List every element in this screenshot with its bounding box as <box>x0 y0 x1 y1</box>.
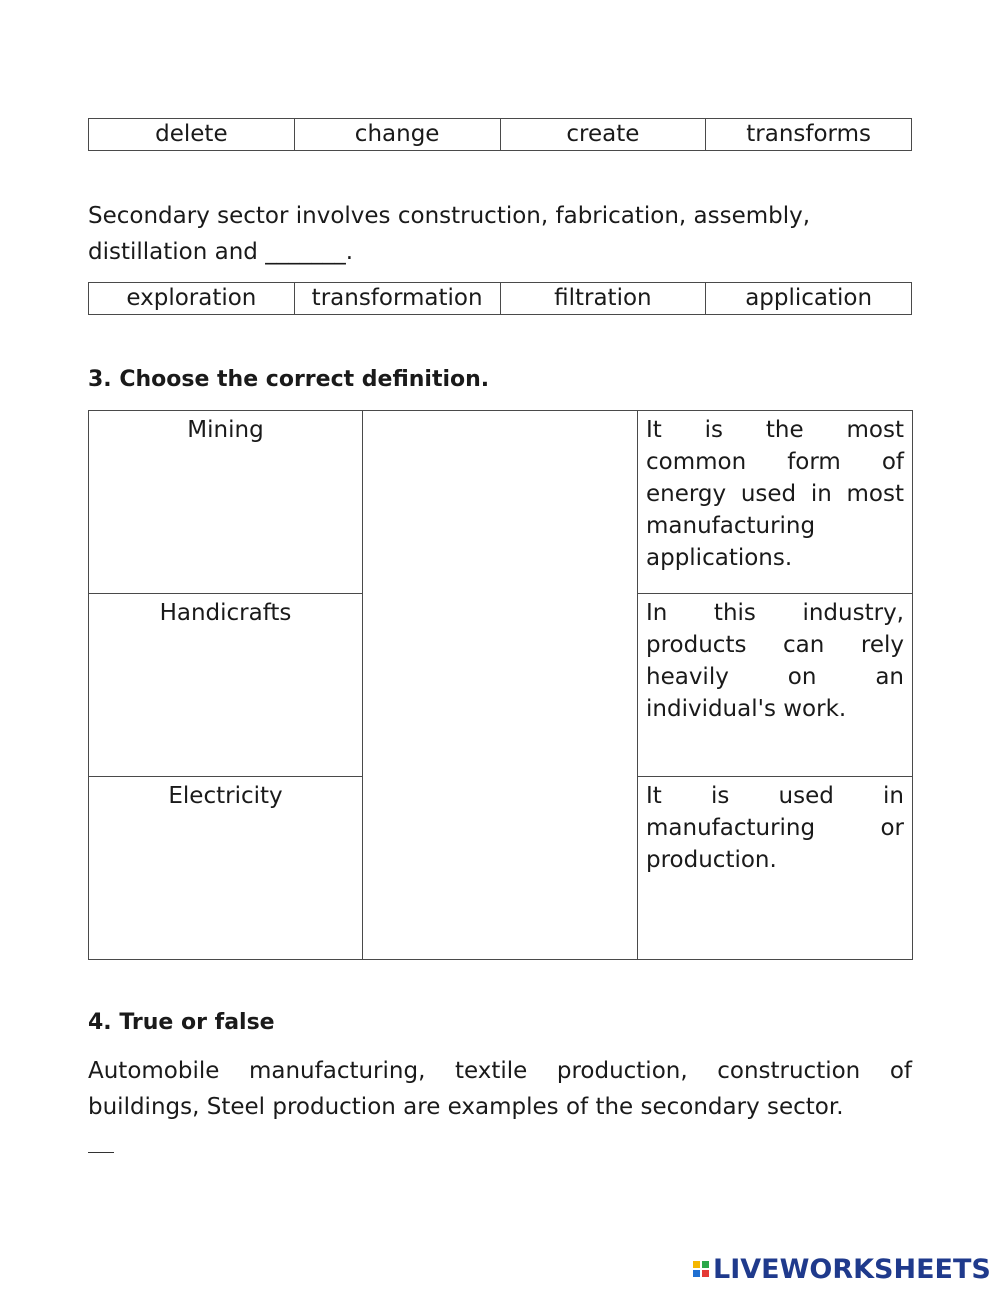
definition-cell[interactable]: In this industry, products can rely heavily on an individual's work. <box>638 594 913 777</box>
option-cell[interactable]: delete <box>89 119 295 151</box>
option-cell[interactable]: exploration <box>89 283 295 315</box>
answer-options-row-1 <box>88 118 912 151</box>
option-cell[interactable]: change <box>294 119 500 151</box>
answer-options-row-2 <box>88 282 912 315</box>
logo-square <box>693 1270 700 1277</box>
brand-logo <box>693 1254 991 1284</box>
section-heading: 3. Choose the correct definition. <box>88 367 490 392</box>
option-cell[interactable]: filtration <box>500 283 706 315</box>
term-cell: Electricity <box>89 777 363 960</box>
term-cell: Mining <box>89 411 363 594</box>
option-cell[interactable]: create <box>500 119 706 151</box>
definition-cell[interactable]: It is used in manufacturing or production. <box>638 777 913 960</box>
answer-blank[interactable] <box>88 1152 114 1153</box>
question-statement: Secondary sector involves construction, fabrication, assembly, distillation and _______. <box>88 203 811 265</box>
option-cell[interactable]: transforms <box>706 119 912 151</box>
definition-cell[interactable]: It is the most common form of energy used in most manufacturing applications. <box>638 411 913 594</box>
brand-name: LIVEWORKSHEETS <box>713 1253 991 1285</box>
logo-square <box>702 1270 709 1277</box>
logo-icon <box>693 1261 709 1277</box>
matching-drop-area[interactable] <box>363 411 638 960</box>
matching-table <box>88 410 913 960</box>
term-cell: Handicrafts <box>89 594 363 777</box>
logo-square <box>702 1261 709 1268</box>
section-heading: 4. True or false <box>88 1010 275 1035</box>
option-cell[interactable]: transformation <box>294 283 500 315</box>
logo-square <box>693 1261 700 1268</box>
question-statement: Automobile manufacturing, textile production, construction of buildings, Steel production are examples of the secondary sector. <box>88 1058 912 1120</box>
option-cell[interactable]: application <box>706 283 912 315</box>
